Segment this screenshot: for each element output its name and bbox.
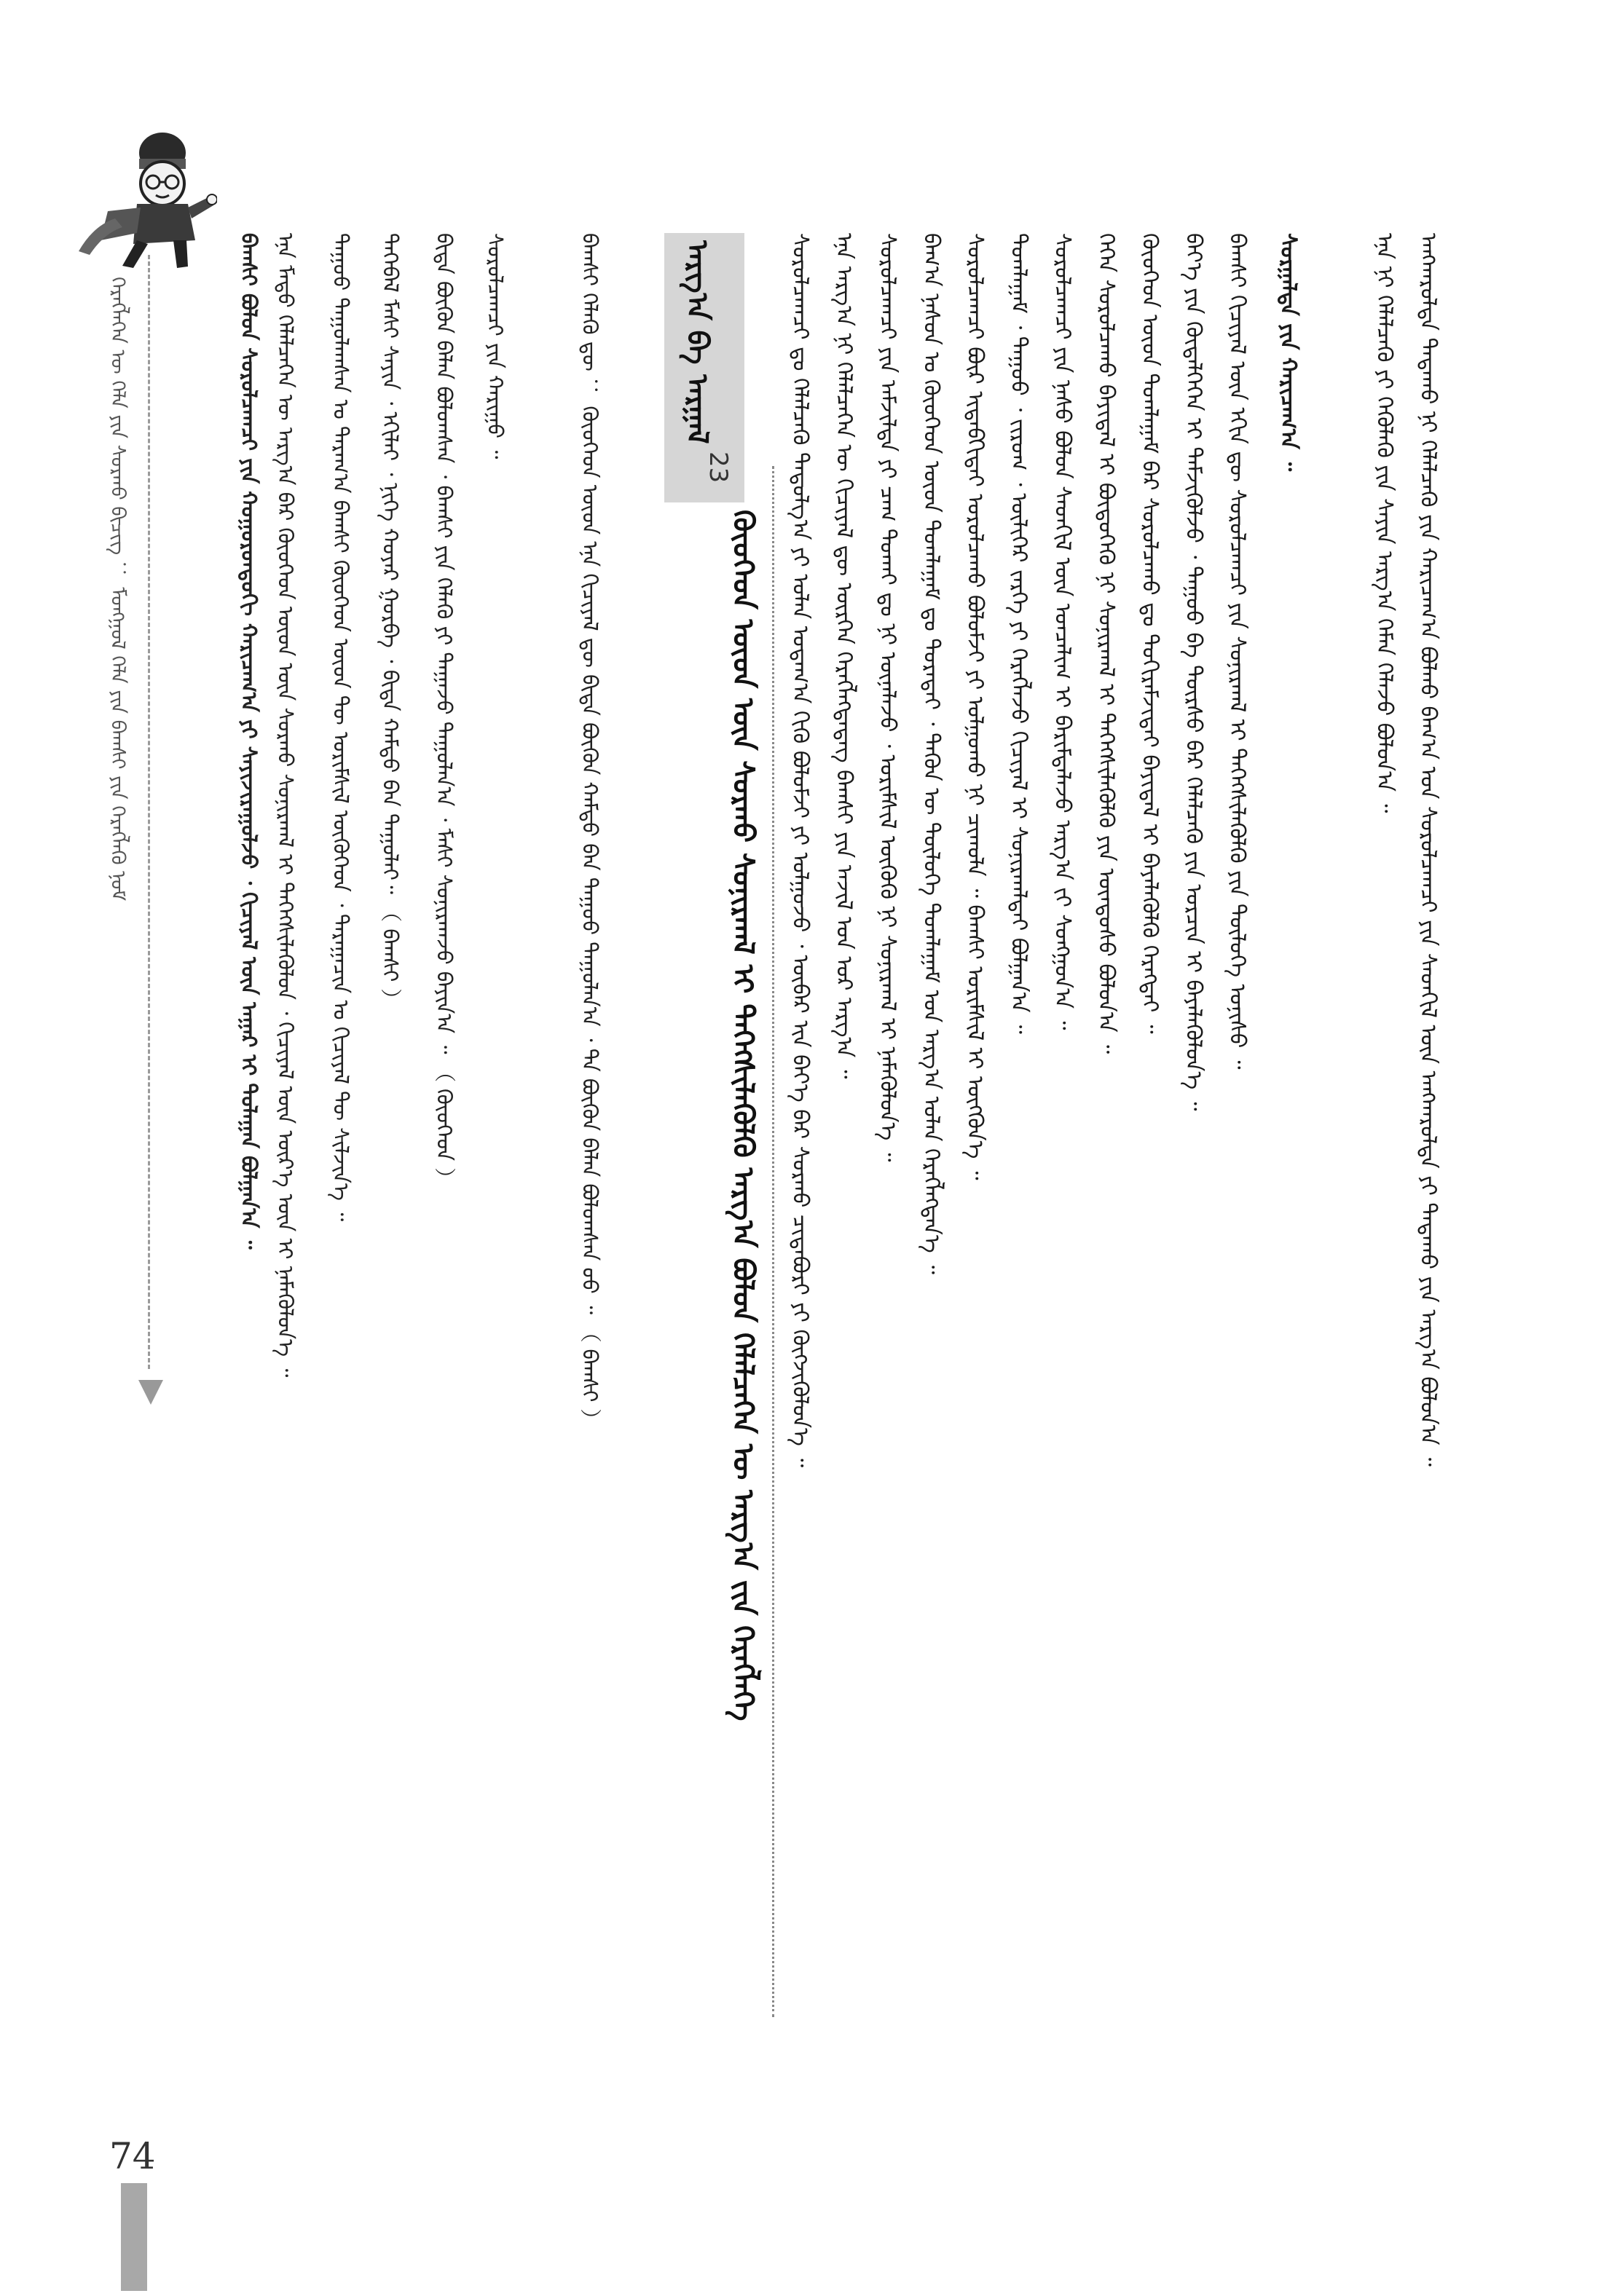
bottom-column-7: ᠪᠠᠭᠰᠢ ᠪᠣᠯᠤᠨ ᠰᠤᠷᠤᠯᠴᠠᠭᠴᠢ ᠶᠢᠨ ᠬᠣᠭᠣᠷᠣᠨᠳᠤᠬᠢ ᠬᠠᠷᠢᠴᠠᠭ᠎ᠠ ᠶᠢ ᠰᠠᠶᠢᠵᠢᠷᠠᠭᠤᠯᠵᠤ ᠂ ᠬᠢᠴᠢᠶᠡᠯ ᠦᠨ ᠠᠭᠠᠷ ᠢ ᠳᠤᠯᠠᠭᠠᠨ ᠪᠣᠯᠭᠠᠨ᠎ᠠ ᠃ xyxy=(237,233,261,1250)
body-column-4: ᠭᠡᠭᠡᠨ ᠰᠤᠷᠤᠯᠴᠠᠬᠤ ᠪᠠᠶᠢᠳᠠᠯ ᠢ ᠪᠦᠲᠦᠭᠡᠬᠦ ᠨᠢ ᠰᠣᠨᠢᠷᠬᠠᠯ ᠢ ᠳᠡᠭᠡᠭᠰᠢᠯᠡᠭᠦᠯᠬᠦ ᠶᠢᠨ ᠦᠨᠳᠦᠰᠦ ᠪᠣᠯᠤᠨ᠎ᠠ ᠃ xyxy=(1093,233,1119,1054)
body-column-3: ᠬᠦᠦᠬᠡᠳ ᠦᠳ ᠲᠣᠭᠯᠠᠭᠠᠮ ᠪᠠᠷ ᠰᠤᠷᠤᠯᠴᠠᠬᠤ ᠳᠤ ᠲᠣᠬᠢᠷᠠᠮᠵᠢᠲᠠᠢ ᠪᠠᠶᠢᠳᠠᠯ ᠢ ᠪᠡᠶᠡᠯᠡᠭᠦᠯᠬᠦ ᠬᠡᠷᠡᠭᠲᠡᠢ ᠃ xyxy=(1137,233,1162,1034)
bottom-column-4: ᠲᠡᠭᠡᠪᠡᠯ ᠮᠠᠰᠢ ᠰᠠᠶᠢᠨ ᠂ ᠡᠬᠢᠯᠡᠶ ᠂ ᠨᠢᠭᠡ ᠬᠣᠶᠠᠷ ᠭᠤᠷᠪᠠ ᠂ ᠪᠢᠳᠡ ᠬᠠᠮᠲᠤ ᠪᠡᠨ ᠳᠠᠭᠤᠯᠠᠶ᠃ （ ᠪᠠᠭᠰᠢ ） xyxy=(378,233,403,1010)
body-column-5: ᠰᠤᠷᠤᠯᠴᠠᠭᠴᠢ ᠶᠢᠨ ᠨᠠᠰᠤ ᠪᠣᠯᠤᠨ ᠰᠡᠳᠬᠢᠯ ᠦᠨ ᠣᠨᠴᠠᠯᠢᠭ ᠢ ᠪᠠᠷᠢᠮᠲᠠᠯᠠᠵᠤ ᠠᠷᠭ᠎ᠠ ᠵᠢ ᠰᠣᠩᠭᠣᠨ᠎ᠠ ᠃ xyxy=(1050,233,1075,1030)
bottom-column-5: ᠳᠠᠭᠤᠤ ᠳᠠᠭᠤᠯᠠᠭᠰᠠᠨ ᠤ ᠳᠠᠷᠠᠭ᠎ᠠ ᠪᠠᠭᠰᠢ ᠬᠦᠦᠬᠡᠳ ᠦᠳ ᠲᠦ ᠤᠷᠢᠮᠰᠢᠯ ᠥᠭᠦᠭᠡᠳ ᠂ ᠳᠠᠷᠠᠭᠠᠴᠢᠨ ᠤ ᠬᠢᠴᠢᠶᠡᠯ ᠲᠦ ᠰᠢᠯᠵᠢᠨ᠎ᠡ ᠃ xyxy=(328,233,353,1222)
body-column-10: ᠡᠨᠡ ᠠᠷᠭ᠎ᠠ ᠨᠢ ᠬᠡᠯᠡᠯᠴᠡᠭᠡᠨ ᠦ ᠬᠢᠴᠢᠶᠡᠯ ᠳᠦ ᠥᠷᠭᠡᠨ ᠬᠡᠷᠡᠭᠯᠡᠭᠳᠡᠳᠡᠭ ᠪᠠᠭᠰᠢ ᠶᠢᠨ ᠠᠵᠢᠯ ᠤᠨ ᠤᠷ ᠠᠷᠭ᠎ᠠ ᠃ xyxy=(831,233,857,1079)
intro-column-2: ᠡᠨᠡ ᠨᠢ ᠬᠡᠯᠡᠯᠴᠡᠬᠦ ᠶᠢ ᠬᠡᠭᠦᠯᠡᠬᠦ ᠶᠢᠨ ᠰᠠᠶᠢᠨ ᠠᠷᠭ᠎ᠠ ᠬᠡᠮᠡᠨ ᠬᠡᠯᠡᠵᠦ ᠪᠣᠯᠤᠨ᠎ᠠ ᠃ xyxy=(1372,233,1397,813)
section-dotted-rule xyxy=(772,466,774,2017)
intro-column-3: ᠰᠤᠷᠭᠠᠯᠲᠠ ᠶᠢᠨ ᠬᠠᠷᠢᠴᠠᠭ᠎ᠠ ᠃ xyxy=(1275,233,1301,472)
body-column-2: ᠪᠡᠶ᠎ᠡ ᠶᠢᠨ ᠬᠥᠳᠡᠯᠭᠡᠭᠡᠨ ᠢ ᠳᠡᠮᠵᠢᠭᠦᠯᠵᠦ ᠂ ᠳᠠᠭᠤᠤ ᠪᠠ ᠳᠦᠷᠰᠦ ᠪᠡᠷ ᠬᠡᠯᠡᠯᠴᠡᠬᠦ ᠶᠢᠨ ᠤᠷᠴᠢᠨ ᠢ ᠪᠡᠶᠡᠯᠡᠭᠦᠯᠦᠨ᠎ᠡ ᠃ xyxy=(1181,233,1206,1111)
page-number: 74 xyxy=(109,2135,156,2177)
bottom-column-2: ᠰᠤᠷᠤᠯᠴᠠᠭᠴᠢ ᠶᠢᠨ ᠬᠠᠷᠢᠭᠤ ᠃ xyxy=(483,233,508,459)
body-column-1: ᠪᠠᠭᠰᠢ ᠬᠢᠴᠢᠶᠡᠯ ᠦᠨ ᠡᠬᠢᠨ ᠳᠦ ᠰᠤᠷᠤᠯᠴᠠᠭᠴᠢ ᠶᠢᠨ ᠰᠣᠨᠢᠷᠬᠠᠯ ᠢ ᠳᠡᠭᠡᠭᠰᠢᠯᠡᠭᠦᠯᠬᠦ ᠶᠢᠨ ᠲᠥᠯᠦᠭᠡ ᠤᠨᠢᠰᠤ ᠃ xyxy=(1224,233,1250,1070)
header-dashed-rule xyxy=(148,255,150,1369)
body-column-7: ᠰᠤᠷᠤᠯᠴᠠᠭᠴᠢ ᠪᠦᠷ ᠢᠳᠡᠪᠬᠢᠲᠡᠢ ᠣᠷᠣᠯᠴᠠᠬᠤ ᠪᠣᠯᠤᠮᠵᠢ ᠶᠢ ᠣᠯᠭᠣᠬᠤ ᠨᠢ ᠴᠢᠬᠤᠯᠠ ᠃ ᠪᠠᠭᠰᠢ ᠤᠷᠢᠮᠰᠢᠯ ᠢ ᠥᠭᠭᠦᠨ᠎ᠡ ᠃ xyxy=(962,233,988,1180)
bottom-column-6: ᠡᠨᠡ ᠮᠡᠲᠦ ᠬᠡᠯᠡᠯᠴᠡᠭᠡᠨ ᠦ ᠠᠷᠭ᠎ᠠ ᠪᠠᠷ ᠬᠦᠦᠬᠡᠳ ᠦᠳ ᠦᠨ ᠰᠤᠷᠬᠤ ᠰᠣᠨᠢᠷᠬᠠᠯ ᠢ ᠳᠡᠭᠡᠭᠰᠢᠯᠡᠭᠦᠯᠦᠨ ᠂ ᠬᠢᠴᠢᠶᠡᠯ ᠦᠨ ᠦᠷ᠎ᠡ ᠦᠨ ᠢ ᠨᠡᠮᠡᠭᠦᠯᠦᠨ᠎ᠡ ᠃ xyxy=(273,233,298,1378)
body-column-8: ᠪᠠᠭ᠎ᠠ ᠨᠠᠰᠤᠨ ᠤ ᠬᠦᠦᠬᠡᠳ ᠦᠳ ᠲᠣᠭᠯᠠᠭᠠᠮ ᠳᠤ ᠳᠤᠷᠠᠲᠠᠢ ᠂ ᠲᠡᠭᠦᠨ ᠦ ᠲᠥᠯᠦᠭᠡ ᠲᠣᠭᠯᠠᠭᠠᠮ ᠤᠨ ᠠᠷᠭ᠎ᠠ ᠣᠯᠠᠨ ᠬᠡᠷᠡᠭᠯᠡᠭᠳᠡᠨ᠎ᠡ ᠃ xyxy=(918,233,944,1274)
bottom-column-1: ᠪᠠᠭᠰᠢ ᠬᠡᠯᠡᠬᠦ ᠳᠦ ： ᠬᠦᠦᠬᠡᠳ ᠦᠳ ᠡᠨᠡ ᠬᠢᠴᠢᠶᠡᠯ ᠳᠦ ᠪᠢᠳᠡ ᠪᠦᠬᠦᠨ ᠬᠠᠮᠲᠤ ᠪᠡᠨ ᠳᠠᠭᠤᠤ ᠳᠠᠭᠤᠯᠠᠨ᠎ᠠ ᠂ ᠲᠠ ᠪᠦᠬᠦᠨ ᠪᠡᠯᠡᠨ ᠪᠣᠯᠤᠭᠰᠠᠨ ᠤᠤ ᠃ （ ᠪᠠᠭᠰᠢ ） xyxy=(578,233,602,1430)
mascot-boy-icon xyxy=(64,124,217,269)
running-head: ᠬᠡᠷᠡᠭᠯᠡᠭᠡᠨ ᠦ ᠬᠡᠯᠡ ᠶᠢᠨ ᠰᠤᠷᠬᠤ ᠪᠢᠴᠢᠭ᠌ ： ᠮᠣᠩᠭᠤᠯ ᠬᠡᠯᠡ ᠶᠢᠨ ᠪᠠᠭᠰᠢ ᠶᠢᠨ ᠬᠡᠷᠡᠭᠯᠡᠬᠦ ᠨᠣᠮ xyxy=(106,277,129,902)
triangle-down-icon xyxy=(138,1380,163,1405)
intro-column-1: ᠠᠩᠬᠠᠷᠤᠯᠲᠠ ᠲᠠᠲᠠᠬᠤ ᠨᠢ ᠬᠡᠯᠡᠯᠴᠡᠬᠦ ᠶᠢᠨ ᠬᠠᠷᠢᠴᠠᠭ᠎ᠠ ᠪᠣᠯᠬᠤ ᠪᠠᠭ᠎ᠠ ᠤᠨ ᠰᠤᠷᠤᠯᠴᠠᠭᠴᠢ ᠶᠢᠨ ᠰᠡᠳᠬᠢᠯ ᠦᠨ ᠠᠩᠬᠠᠷᠤᠯᠲᠠ ᠶᠢ ᠲᠠᠲᠠᠬᠤ ᠶᠢᠨ ᠠᠷᠭ᠎ᠠ ᠪᠣᠯᠤᠨ᠎ᠠ ᠃ xyxy=(1415,233,1441,1467)
body-column-11: ᠰᠤᠷᠤᠯᠴᠠᠭᠴᠢ ᠳᠤ ᠬᠡᠯᠡᠯᠴᠡᠬᠦ ᠳᠠᠳᠤᠯᠭ᠎ᠠ ᠶᠢ ᠣᠯᠠᠨ ᠤᠳᠠᠭ᠎ᠠ ᠬᠢᠬᠦ ᠪᠣᠯᠤᠮᠵᠢ ᠶᠢ ᠣᠯᠭᠣᠵᠤ ᠂ ᠥᠪᠡᠷ ᠢᠨ ᠪᠡᠶ᠎ᠡ ᠪᠡᠷ ᠰᠤᠷᠬᠤ ᠴᠢᠳᠠᠪᠤᠷᠢ ᠶᠢ ᠬᠥᠭᠵᠢᠭᠦᠯᠦᠨ᠎ᠡ ᠃ xyxy=(787,233,813,1468)
body-column-9: ᠰᠤᠷᠤᠯᠴᠠᠭᠴᠢ ᠶᠢᠨ ᠠᠮᠵᠢᠯᠲᠠ ᠶᠢ ᠴᠠᠭ ᠲᠤᠬᠠᠢ ᠳᠤ ᠨᠢ ᠦᠨᠡᠯᠡᠵᠦ ᠂ ᠤᠷᠢᠮᠰᠢᠯ ᠦᠭᠦᠬᠦ ᠨᠢ ᠰᠣᠨᠢᠷᠬᠠᠯ ᠢ ᠨᠡᠮᠡᠭᠦᠯᠦᠨ᠎ᠡ ᠃ xyxy=(875,233,900,1162)
bottom-column-3: ᠪᠢᠳᠡ ᠪᠦᠬᠦᠨ ᠪᠡᠯᠡᠨ ᠪᠣᠯᠤᠭᠰᠠᠨ ᠂ ᠪᠠᠭᠰᠢ ᠶᠢᠨ ᠬᠡᠯᠡᠬᠦ ᠶᠢ ᠳᠠᠭᠠᠵᠤ ᠳᠠᠭᠤᠯᠠᠨ᠎ᠠ ᠂ ᠮᠠᠰᠢ ᠰᠣᠨᠢᠷᠬᠠᠵᠤ ᠪᠠᠶᠢᠨ᠎ᠠ ᠃ （ ᠬᠦᠦᠬᠡᠳ ） xyxy=(432,233,457,1189)
section-label: ᠠᠷᠭ᠎ᠠ ᠪᠠ ᠠᠷᠭᠠᠯ xyxy=(680,240,714,444)
section-heading: ᠬᠦᠦᠬᠡᠳ ᠦᠳ ᠦᠨ ᠰᠤᠷᠬᠤ ᠰᠣᠨᠢᠷᠬᠠᠯ ᠢ ᠳᠡᠭᠡᠭᠰᠢᠯᠡᠭᠦᠯᠬᠦ ᠠᠷᠭ᠎ᠠ ᠪᠣᠯᠤᠨ ᠬᠡᠯᠡᠯᠴᠡᠭᠡᠨ ᠦ ᠠᠷᠭ᠎ᠠ ᠵᠢᠨ ᠬᠡᠷᠡᠭᠯᠡᠭᠡ xyxy=(726,510,760,1721)
page-side-tab xyxy=(121,2183,147,2291)
body-column-6: ᠲᠣᠭᠯᠠᠭᠠᠮ ᠂ ᠳᠠᠭᠤᠤ ᠂ ᠵᠢᠷᠤᠭ ᠂ ᠦᠯᠢᠭᠡᠷ ᠵᠡᠷᠭᠡ ᠶᠢ ᠬᠡᠷᠡᠭᠯᠡᠵᠦ ᠬᠢᠴᠢᠶᠡᠯ ᠢ ᠰᠣᠨᠢᠷᠬᠠᠯᠲᠠᠢ ᠪᠣᠯᠭᠠᠨ᠎ᠠ ᠃ xyxy=(1006,233,1031,1034)
section-number: 23 xyxy=(704,451,733,484)
